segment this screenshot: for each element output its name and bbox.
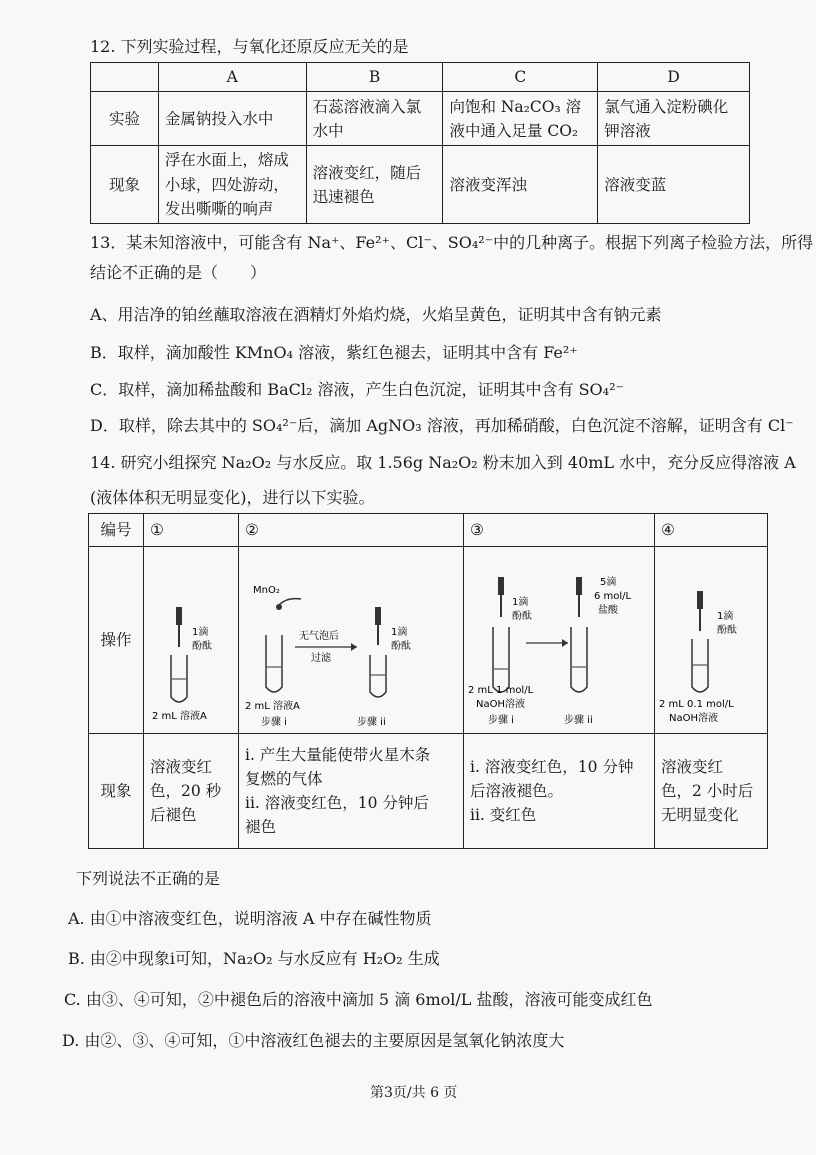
d4-drop: 1滴 [717,611,734,622]
d3-acid: 盐酸 [598,605,618,616]
d4-tube-1: 2 mL 0.1 mol/L [659,699,734,710]
d2-step-2: 步骤 ii [357,717,386,728]
arrowhead-icon [351,643,357,651]
q14-num-2: ② [239,514,464,547]
q14-num-3: ③ [464,514,655,547]
q14-phen-4-line-1: 溶液变红 [661,757,724,776]
q12-corner [91,63,159,92]
q12-table [90,62,750,224]
q14-stem-2: (液体体积无明显变化)，进行以下实验。 [90,488,375,507]
d1-tube: 2 mL 溶液A [152,711,207,722]
q12-phen-b: 溶液变红，随后迅速褪色 [306,146,443,224]
dropper-bulb-icon [375,607,381,625]
q12-phen-c: 溶液变浑浊 [443,146,598,224]
d2-arrow-label-2: 过滤 [311,653,331,664]
q13-stem-2: 结论不正确的是（ ） [90,263,267,282]
q12-header-d: D [598,63,750,92]
q14-phen-4-line-2: 色，2 小时后 [661,781,754,800]
q14-phen-1-line-3: 后褪色 [150,806,197,824]
q14-phen-3 [464,734,655,849]
q12-exp-a: 金属钠投入水中 [158,92,306,146]
d1-drop: 1滴 [192,627,209,638]
d2-tube: 2 mL 溶液A [245,701,300,712]
q14-phen-2-line-1: i. 产生大量能使带火星木条 [245,745,431,764]
q14-phen-4-line-3: 无明显变化 [661,806,739,824]
q12-phen-a: 浮在水面上，熔成小球，四处游动，发出嘶嘶的响声 [158,146,306,224]
test-tube-icon [370,655,386,697]
q14-diagram-4 [655,547,767,733]
q14-phen-1-line-2: 色，20 秒 [150,781,222,800]
q14-phen-2 [239,734,464,849]
q14-phen-3-line-3: ii. 变红色 [470,806,537,824]
d3-step-1: 步骤 i [488,715,514,726]
q14-phen-2-line-2: 复燃的气体 [245,769,323,788]
dropper-bulb-icon [498,577,504,595]
q14-row-op-label: 操作 [89,547,144,734]
q14-option-b: B. 由②中现象ⅰ可知，Na₂O₂ 与水反应有 H₂O₂ 生成 [68,949,440,968]
d2-step-1: 步骤 i [261,717,287,728]
d4-ind: 酚酞 [717,625,737,636]
d1-ind: 酚酞 [192,641,212,652]
d2-drop: 1滴 [391,627,408,638]
q14-phen-2-line-3: ii. 溶液变红色，10 分钟后 [245,794,429,812]
arrowhead-icon [562,639,568,647]
q14-phen-1-line-1: 溶液变红 [150,757,213,776]
q12-header-c: C [443,63,598,92]
q13-option-c: C．取样，滴加稀盐酸和 BaCl₂ 溶液，产生白色沉淀，证明其中含有 SO₄²⁻ [90,380,624,399]
q13-option-b: B．取样，滴加酸性 KMnO₄ 溶液，紫红色褪去，证明其中含有 Fe²⁺ [90,343,578,362]
q12-phen-d: 溶液变蓝 [598,146,750,224]
dropper-bulb-icon [576,577,582,595]
d3-tube-1: 2 mL 1 mol/L [468,685,534,696]
q12-exp-b: 石蕊溶液滴入氯水中 [306,92,443,146]
q14-diagram-1 [144,547,238,733]
q13-option-a: A、用洁净的铂丝蘸取溶液在酒精灯外焰灼烧，火焰呈黄色，证明其中含有钠元素 [90,305,662,324]
q14-num-4: ④ [655,514,768,547]
q14-diagram-3 [464,547,654,733]
d2-arrow-label-1: 无气泡后 [299,631,339,642]
d3-step-2: 步骤 ii [564,715,593,726]
q14-option-a: A. 由①中溶液变红色，说明溶液 A 中存在碱性物质 [68,909,432,928]
q12-header-b: B [306,63,443,92]
q14-phen-2-line-4: 褪色 [245,818,277,837]
q14-option-d: D. 由②、③、④可知，①中溶液红色褪去的主要原因是氢氧化钠浓度大 [62,1031,565,1050]
q12-stem: 12. 下列实验过程，与氧化还原反应无关的是 [90,37,409,56]
d4-tube-2: NaOH溶液 [669,713,718,724]
d3-drops5: 5滴 [600,577,617,588]
d3-ind: 酚酞 [512,611,532,622]
page-footer: 第3页/共 6 页 [370,1085,458,1101]
q14-phen-1 [144,734,239,849]
q12-row-exp-label: 实验 [91,92,159,146]
spatula-icon [279,599,301,605]
q12-exp-c: 向饱和 Na₂CO₃ 溶液中通入足量 CO₂ [443,92,598,146]
q14-op-1 [144,547,239,734]
dropper-bulb-icon [176,607,182,625]
d2-mno2: MnO₂ [253,585,280,596]
q14-table [88,513,768,849]
test-tube-icon [571,627,587,692]
q14-num-1: ① [144,514,239,547]
test-tube-icon [266,635,282,692]
q14-phen-4 [655,734,768,849]
q14-diagram-2 [239,547,463,733]
dropper-bulb-icon [697,591,703,609]
d3-tube-2: NaOH溶液 [476,699,525,710]
q13-option-d: D．取样，除去其中的 SO₄²⁻后，滴加 AgNO₃ 溶液，再加稀硝酸，白色沉淀不溶解，证明含有 Cl⁻ [90,416,794,435]
q14-stem-1: 14. 研究小组探究 Na₂O₂ 与水反应。取 1.56g Na₂O₂ 粉末加入到 40mL 水中，充分反应得溶液 A [90,453,796,472]
q14-header-label: 编号 [89,514,144,547]
q12-row-phen-label: 现象 [91,146,159,224]
q14-phen-3-line-2: 后溶液褪色。 [470,781,564,800]
q14-op-3 [464,547,655,734]
q12-header-a: A [158,63,306,92]
q14-option-c: C. 由③、④可知，②中褪色后的溶液中滴加 5 滴 6mol/L 盐酸，溶液可能变成红色 [64,990,653,1009]
d2-ind: 酚酞 [391,641,411,652]
spatula-head-icon [276,604,282,610]
q12-exp-d: 氯气通入淀粉碘化钾溶液 [598,92,750,146]
d3-drop: 1滴 [512,597,529,608]
q13-stem-1: 13．某未知溶液中，可能含有 Na⁺、Fe²⁺、Cl⁻、SO₄²⁻中的几种离子。根据下列离子检验方法，所得 [90,233,814,252]
d3-conc: 6 mol/L [594,591,632,602]
q14-phen-3-line-1: i. 溶液变红色，10 分钟 [470,757,634,776]
test-tube-icon [493,627,509,692]
q14-op-2 [239,547,464,734]
q14-row-phen-label: 现象 [89,734,144,849]
q14-op-4 [655,547,768,734]
q14-ask: 下列说法不正确的是 [76,869,221,888]
